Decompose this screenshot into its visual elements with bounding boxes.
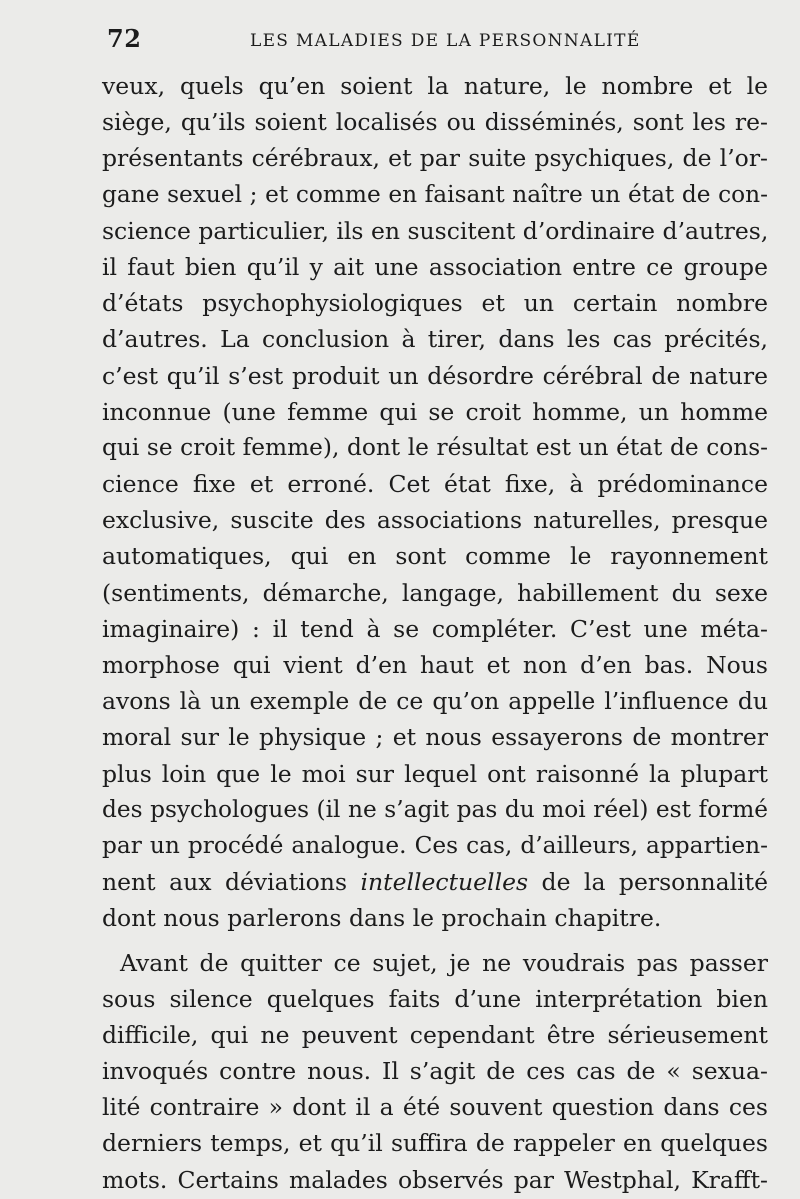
- text-line: inconnue (une femme qui se croit homme, un homme: [102, 397, 768, 426]
- text-line: moral sur le physique ; et nous essayerons de montrer: [102, 723, 768, 752]
- text-line: veux, quels qu’en soient la nature, le nombre et le: [102, 72, 768, 100]
- text-line: siège, qu’ils soient localisés ou disséminés, sont les re-: [102, 108, 768, 137]
- text-line: difficile, qui ne peuvent cependant être sérieusement: [102, 1020, 768, 1049]
- text-line: science particulier, ils en suscitent d’ordinaire d’autres,: [102, 216, 769, 245]
- paragraph-1: [102, 68, 768, 937]
- text-line: (sentiments, démarche, langage, habillement du sexe: [102, 578, 768, 607]
- italic-word: intellectuelles: [360, 868, 529, 897]
- text-line: avons là un exemple de ce qu’on appelle l’influence du: [102, 687, 768, 716]
- text-line: plus loin que le moi sur lequel ont raisonné la plupart: [102, 759, 768, 788]
- text-line: gane sexuel ; et comme en faisant naître un état de con-: [102, 180, 768, 208]
- text-line: il faut bien qu’il y ait une association entre ce groupe: [102, 252, 768, 281]
- page-body: [102, 68, 768, 1198]
- page-number: 72: [107, 24, 142, 53]
- text-line: d’autres. La conclusion à tirer, dans les cas précités,: [102, 325, 768, 354]
- text-segment: de la personnalité: [528, 868, 768, 897]
- text-line: présentants cérébraux, et par suite psychiques, de l’or-: [102, 144, 768, 173]
- text-line: d’états psychophysiologiques et un certain nombre: [102, 289, 768, 318]
- text-line: c’est qu’il s’est produit un désordre cérébral de nature: [102, 361, 768, 390]
- text-line: derniers temps, et qu’il suffira de rappeler en quelques: [102, 1129, 768, 1158]
- text-line: mots. Certains malades observés par Westphal, Krafft-: [102, 1165, 768, 1194]
- text-line: qui se croit femme), dont le résultat est un état de cons-: [102, 433, 768, 461]
- text-line-with-italic: [102, 864, 768, 900]
- running-title: LES MALADIES DE LA PERSONNALITÉ: [250, 31, 641, 51]
- text-segment: nent aux déviations: [102, 868, 361, 897]
- text-line: Avant de quitter ce sujet, je ne voudrais pas passer: [120, 948, 768, 977]
- paragraph-2: [102, 945, 768, 1198]
- text-line: par un procédé analogue. Ces cas, d’ailleurs, appartien-: [102, 831, 768, 859]
- text-line: sous silence quelques faits d’une interprétation bien: [102, 984, 768, 1013]
- text-line: imaginaire) : il tend à se compléter. C’est une méta-: [102, 614, 768, 643]
- text-line: automatiques, qui en sont comme le rayonnement: [102, 542, 768, 571]
- text-line: exclusive, suscite des associations naturelles, presque: [102, 506, 768, 535]
- text-line: des psychologues (il ne s’agit pas du moi réel) est formé: [102, 795, 768, 823]
- text-line: invoqués contre nous. Il s’agit de ces cas de « sexua-: [102, 1057, 768, 1086]
- text-line: morphose qui vient d’en haut et non d’en bas. Nous: [102, 651, 768, 679]
- text-line: lité contraire » dont il a été souvent question dans ces: [102, 1093, 768, 1122]
- text-line: cience fixe et erroné. Cet état fixe, à prédominance: [102, 470, 768, 499]
- text-line: dont nous parlerons dans le prochain chapitre.: [102, 904, 662, 933]
